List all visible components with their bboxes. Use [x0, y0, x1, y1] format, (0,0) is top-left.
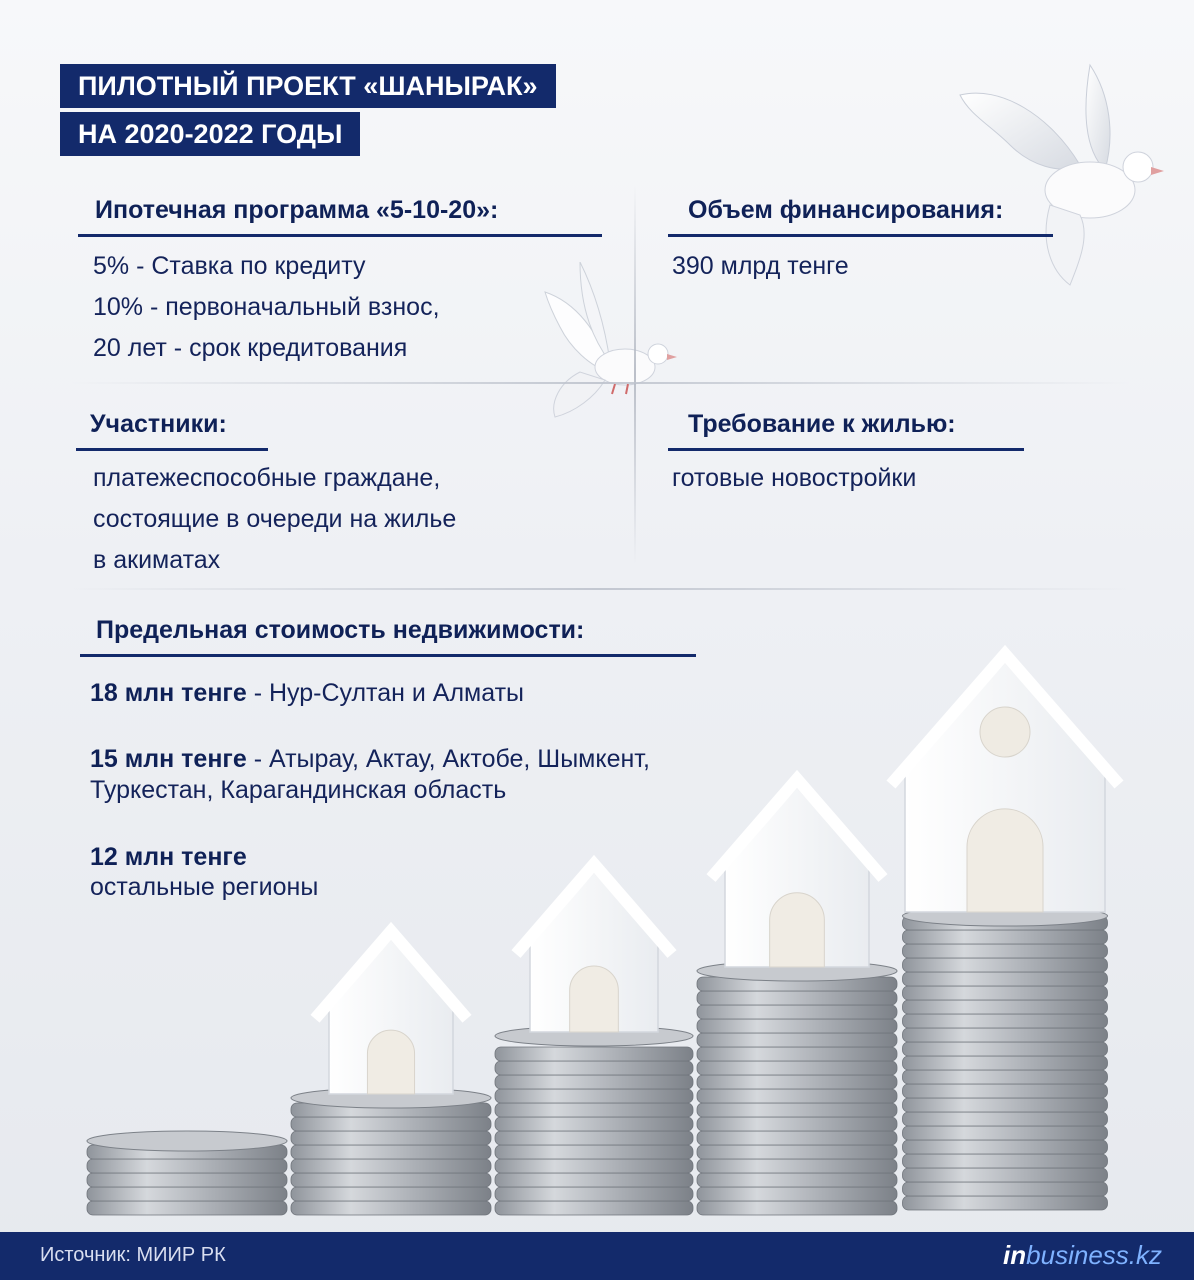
funding-heading: Объем финансирования: [688, 196, 1004, 224]
participants-line: платежеспособные граждане, [93, 464, 441, 492]
footer [0, 1232, 1194, 1280]
coin [903, 1014, 1108, 1028]
coin [495, 1047, 693, 1061]
coin [87, 1159, 287, 1173]
coin [495, 1117, 693, 1131]
coin [903, 1182, 1108, 1196]
price-tier-12-regions: остальные регионы [90, 873, 319, 901]
coin [495, 1103, 693, 1117]
coin [291, 1117, 491, 1131]
brand-logo [1003, 1240, 1162, 1271]
participants-line: в акиматах [93, 546, 221, 574]
coin [697, 1201, 897, 1215]
coin [87, 1187, 287, 1201]
brand-in: in [1003, 1240, 1027, 1270]
coin [697, 1075, 897, 1089]
coin [291, 1187, 491, 1201]
coin [697, 1117, 897, 1131]
title-line-2: НА 2020-2022 ГОДЫ [60, 112, 360, 156]
coin-top [87, 1131, 287, 1151]
coin [697, 1145, 897, 1159]
mortgage-item-term: 20 лет - срок кредитования [93, 334, 408, 362]
coin [903, 1140, 1108, 1154]
coin [903, 1000, 1108, 1014]
coin [495, 1159, 693, 1173]
coin [291, 1145, 491, 1159]
coin [291, 1131, 491, 1145]
coin [903, 1098, 1108, 1112]
price-regions: - Атырау, Актау, Актобе, Шымкент, [246, 745, 650, 773]
coin [697, 1005, 897, 1019]
house-window [980, 707, 1030, 757]
coin [495, 1061, 693, 1075]
housing-heading: Требование к жилью: [688, 410, 956, 438]
coin [495, 1089, 693, 1103]
housing-value: готовые новостройки [672, 464, 917, 492]
house-door [367, 1030, 414, 1094]
coin [697, 1047, 897, 1061]
coin [697, 991, 897, 1005]
coin [495, 1075, 693, 1089]
coin [903, 1196, 1108, 1210]
coin [697, 1089, 897, 1103]
coin [697, 1187, 897, 1201]
title-line-1: ПИЛОТНЫЙ ПРОЕКТ «ШАНЫРАК» [60, 64, 556, 108]
mortgage-item-downpayment: 10% - первоначальный взнос, [93, 293, 440, 321]
coin [903, 972, 1108, 986]
coin [495, 1201, 693, 1215]
coin [697, 1131, 897, 1145]
coin [903, 1070, 1108, 1084]
coin [903, 944, 1108, 958]
coin [903, 1112, 1108, 1126]
coin [291, 1173, 491, 1187]
coin [697, 1103, 897, 1117]
coin [903, 1126, 1108, 1140]
coin [495, 1187, 693, 1201]
coin [903, 958, 1108, 972]
price-amount: 18 млн тенге [90, 679, 247, 707]
coin [903, 1084, 1108, 1098]
price-amount: 15 млн тенге [90, 745, 247, 773]
house-door [570, 966, 619, 1032]
house-door [770, 893, 825, 967]
coin [903, 986, 1108, 1000]
source-label: Источник: МИИР РК [40, 1244, 226, 1266]
coin [903, 1042, 1108, 1056]
price-regions: - Нур-Султан и Алматы [246, 679, 525, 707]
coin [495, 1131, 693, 1145]
house-door [967, 809, 1043, 912]
coin [697, 1033, 897, 1047]
coin [291, 1201, 491, 1215]
coin [903, 1154, 1108, 1168]
participants-line: состоящие в очереди на жилье [93, 505, 457, 533]
funding-value: 390 млрд тенге [672, 252, 849, 280]
participants-heading: Участники: [90, 410, 227, 438]
coin [495, 1173, 693, 1187]
coin [903, 930, 1108, 944]
coin [697, 1173, 897, 1187]
coin [495, 1145, 693, 1159]
coin [87, 1201, 287, 1215]
coin [697, 1019, 897, 1033]
coin [903, 1056, 1108, 1070]
coin [697, 1061, 897, 1075]
mortgage-item-rate: 5% - Ставка по кредиту [93, 252, 366, 280]
price-amount: 12 млн тенге [90, 843, 247, 871]
brand-biz: business.kz [1026, 1240, 1162, 1270]
price-tier-15-cont: Туркестан, Карагандинская область [90, 776, 507, 804]
coin [903, 1028, 1108, 1042]
coin [87, 1173, 287, 1187]
mortgage-heading: Ипотечная программа «5-10-20»: [95, 196, 499, 224]
coin [903, 1168, 1108, 1182]
coin [291, 1159, 491, 1173]
coin [697, 1159, 897, 1173]
prices-heading: Предельная стоимость недвижимости: [96, 616, 585, 644]
